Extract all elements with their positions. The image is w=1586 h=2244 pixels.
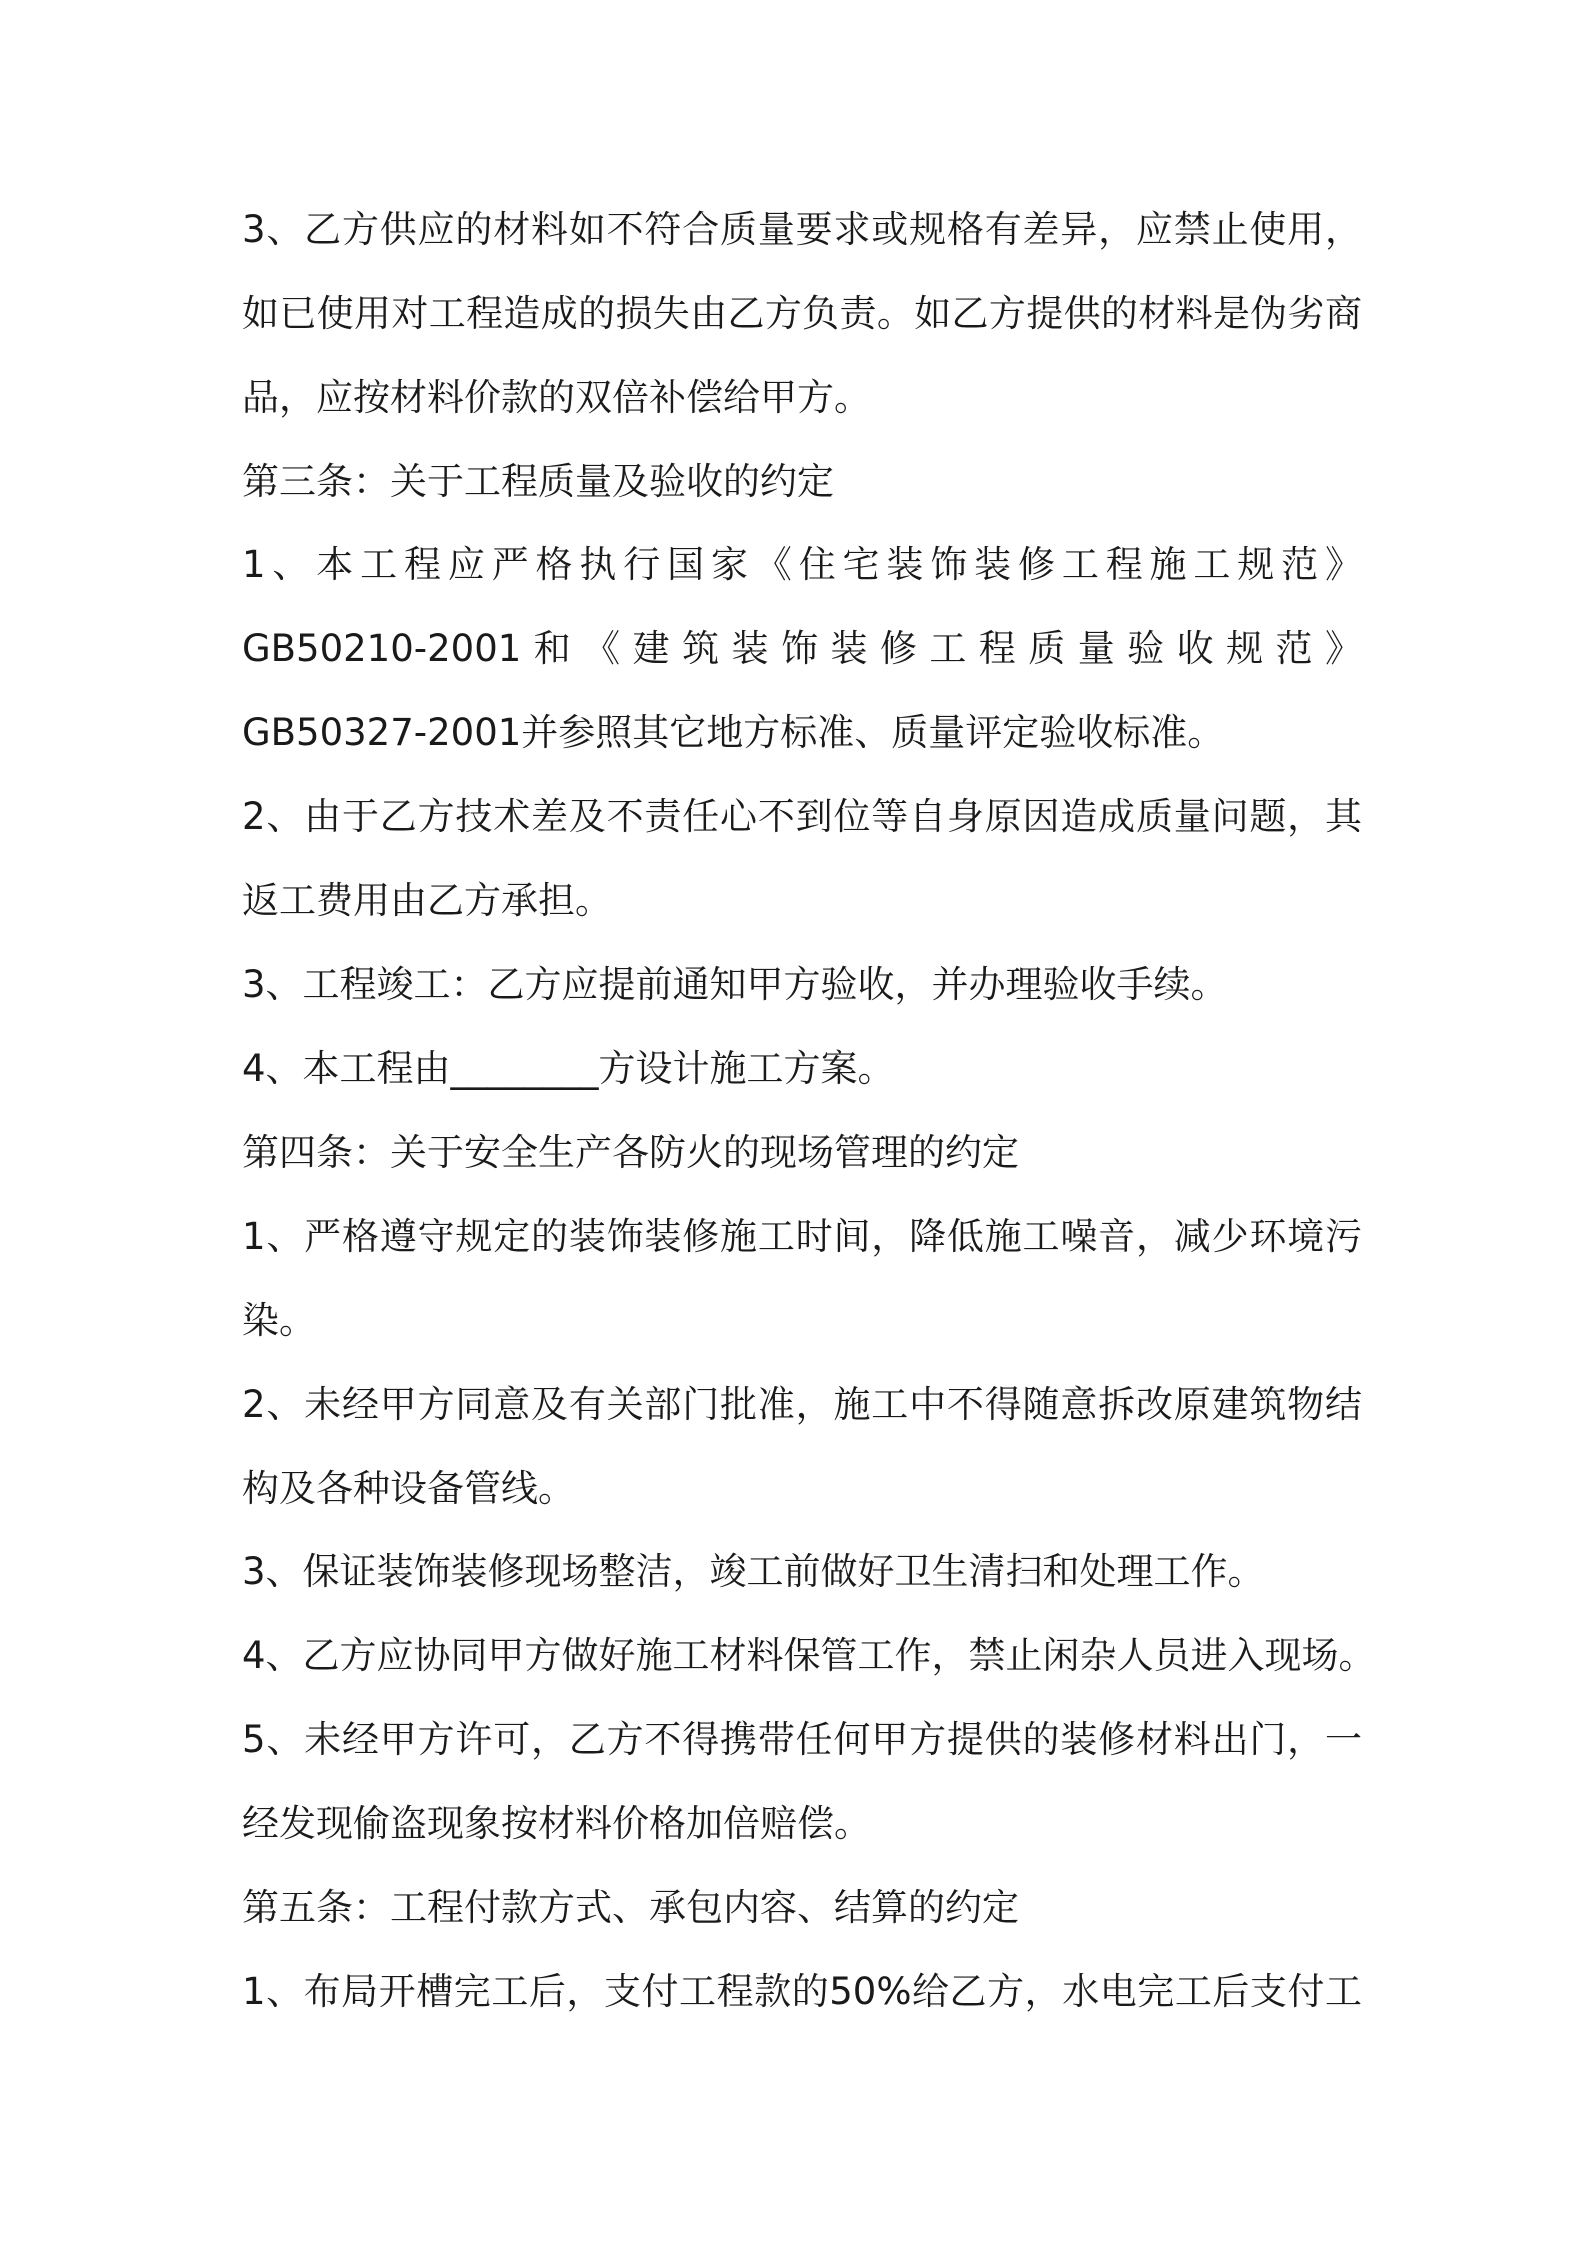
paragraph-line: 3、工程竣工：乙方应提前通知甲方验收，并办理验收手续。 — [242, 963, 1228, 1006]
paragraph-line: 染。 — [242, 1299, 316, 1342]
paragraph-line: 经发现偷盗现象按材料价格加倍赔偿。 — [242, 1802, 871, 1845]
paragraph-line: 3、乙方供应的材料如不符合质量要求或规格有差异，应禁止使用， — [242, 208, 1362, 251]
paragraph-line: 1、布局开槽完工后，支付工程款的50%给乙方，水电完工后支付工 — [242, 1970, 1362, 2013]
paragraph-line: 5、未经甲方许可，乙方不得携带任何甲方提供的装修材料出门，一 — [242, 1718, 1362, 1761]
paragraph-line: 4、本工程由________方设计施工方案。 — [242, 1047, 895, 1090]
paragraph-line: GB50327-2001并参照其它地方标准、质量评定验收标准。 — [242, 711, 1225, 754]
article-heading: 第四条：关于安全生产各防火的现场管理的约定 — [242, 1131, 1019, 1174]
paragraph-line: 1、严格遵守规定的装饰装修施工时间，降低施工噪音，减少环境污 — [242, 1215, 1362, 1258]
paragraph-line: 4、乙方应协同甲方做好施工材料保管工作，禁止闲杂人员进入现场。 — [242, 1634, 1376, 1677]
paragraph-line: 如已使用对工程造成的损失由乙方负责。如乙方提供的材料是伪劣商 — [242, 292, 1362, 335]
article-heading: 第三条：关于工程质量及验收的约定 — [242, 460, 834, 503]
paragraph-line: 2、由于乙方技术差及不责任心不到位等自身原因造成质量问题，其 — [242, 795, 1362, 838]
paragraph-line: 品，应按材料价款的双倍补偿给甲方。 — [242, 376, 871, 419]
paragraph-line: GB50210-2001和《建筑装饰装修工程质量验收规范》 — [242, 627, 1362, 670]
paragraph-line: 构及各种设备管线。 — [242, 1467, 575, 1510]
paragraph-line: 返工费用由乙方承担。 — [242, 879, 612, 922]
paragraph-line: 2、未经甲方同意及有关部门批准，施工中不得随意拆改原建筑物结 — [242, 1383, 1362, 1426]
article-heading: 第五条：工程付款方式、承包内容、结算的约定 — [242, 1886, 1019, 1929]
paragraph-line: 3、保证装饰装修现场整洁，竣工前做好卫生清扫和处理工作。 — [242, 1550, 1265, 1593]
paragraph-line: 1、本工程应严格执行国家《住宅装饰装修工程施工规范》 — [242, 543, 1362, 586]
